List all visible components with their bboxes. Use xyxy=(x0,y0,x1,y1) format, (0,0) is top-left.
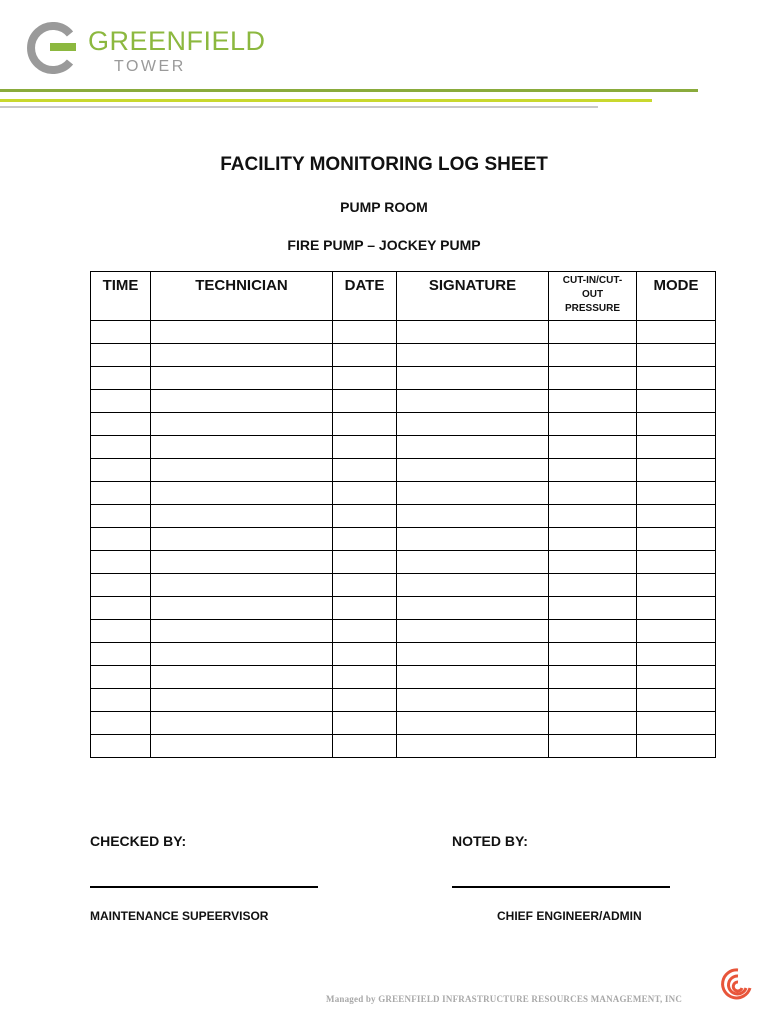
cell-technician[interactable] xyxy=(151,597,333,620)
cell-date[interactable] xyxy=(333,390,397,413)
cell-signature[interactable] xyxy=(397,344,549,367)
cell-technician[interactable] xyxy=(151,735,333,758)
cell-time[interactable] xyxy=(91,505,151,528)
cell-date[interactable] xyxy=(333,712,397,735)
log-table-body xyxy=(91,321,716,758)
cell-time[interactable] xyxy=(91,459,151,482)
greenfield-g-icon xyxy=(26,22,78,74)
cell-pressure[interactable] xyxy=(549,413,637,436)
cell-mode[interactable] xyxy=(637,505,716,528)
table-row xyxy=(91,643,716,666)
cell-mode[interactable] xyxy=(637,390,716,413)
cell-date[interactable] xyxy=(333,459,397,482)
cell-time[interactable] xyxy=(91,413,151,436)
table-row xyxy=(91,574,716,597)
cell-date[interactable] xyxy=(333,505,397,528)
cell-time[interactable] xyxy=(91,390,151,413)
cell-time[interactable] xyxy=(91,321,151,344)
cell-date[interactable] xyxy=(333,574,397,597)
header-rule-grey xyxy=(0,106,598,108)
cell-technician[interactable] xyxy=(151,551,333,574)
table-row xyxy=(91,344,716,367)
cell-technician[interactable] xyxy=(151,390,333,413)
managed-by-footer: Managed by GREENFIELD INFRASTRUCTURE RESOURCES MANAGEMENT, INC xyxy=(326,994,683,1004)
brand-name: GREENFIELD xyxy=(88,26,266,56)
cell-pressure[interactable] xyxy=(549,459,637,482)
cell-time[interactable] xyxy=(91,735,151,758)
table-row xyxy=(91,436,716,459)
document-subtitle-equipment: FIRE PUMP – JOCKEY PUMP xyxy=(287,237,481,253)
table-row xyxy=(91,459,716,482)
cell-mode[interactable] xyxy=(637,459,716,482)
cell-signature[interactable] xyxy=(397,712,549,735)
cell-signature[interactable] xyxy=(397,620,549,643)
cell-technician[interactable] xyxy=(151,459,333,482)
cell-time[interactable] xyxy=(91,528,151,551)
cell-date[interactable] xyxy=(333,551,397,574)
cell-signature[interactable] xyxy=(397,413,549,436)
table-row xyxy=(91,321,716,344)
column-header-mode: MODE xyxy=(637,272,716,321)
cell-signature[interactable] xyxy=(397,666,549,689)
cell-technician[interactable] xyxy=(151,620,333,643)
cell-date[interactable] xyxy=(333,528,397,551)
table-header-row xyxy=(91,272,716,321)
cell-mode[interactable] xyxy=(637,597,716,620)
cell-mode[interactable] xyxy=(637,666,716,689)
cell-pressure[interactable] xyxy=(549,597,637,620)
cell-date[interactable] xyxy=(333,643,397,666)
column-header-pressure-label: CUT-IN/CUT- OUT PRESSURE xyxy=(562,275,623,314)
cell-signature[interactable] xyxy=(397,367,549,390)
table-row xyxy=(91,666,716,689)
cell-date[interactable] xyxy=(333,344,397,367)
cell-date[interactable] xyxy=(333,666,397,689)
document-subtitle-location: PUMP ROOM xyxy=(340,199,428,215)
cell-technician[interactable] xyxy=(151,574,333,597)
cell-signature[interactable] xyxy=(397,482,549,505)
cell-signature[interactable] xyxy=(397,689,549,712)
table-row xyxy=(91,551,716,574)
header-rule-green xyxy=(0,89,698,92)
cell-technician[interactable] xyxy=(151,321,333,344)
cell-mode[interactable] xyxy=(637,344,716,367)
cell-time[interactable] xyxy=(91,597,151,620)
cell-pressure[interactable] xyxy=(549,620,637,643)
cell-pressure[interactable] xyxy=(549,390,637,413)
cell-signature[interactable] xyxy=(397,597,549,620)
cell-date[interactable] xyxy=(333,597,397,620)
cell-mode[interactable] xyxy=(637,689,716,712)
cell-date[interactable] xyxy=(333,367,397,390)
cell-mode[interactable] xyxy=(637,735,716,758)
cell-pressure[interactable] xyxy=(549,712,637,735)
cell-mode[interactable] xyxy=(637,413,716,436)
cell-time[interactable] xyxy=(91,689,151,712)
log-table xyxy=(90,271,716,758)
cell-pressure[interactable] xyxy=(549,643,637,666)
cell-mode[interactable] xyxy=(637,643,716,666)
cell-time[interactable] xyxy=(91,666,151,689)
table-row xyxy=(91,390,716,413)
cell-time[interactable] xyxy=(91,712,151,735)
cell-mode[interactable] xyxy=(637,620,716,643)
header-rule-lime xyxy=(0,99,652,102)
table-row xyxy=(91,482,716,505)
cell-signature[interactable] xyxy=(397,551,549,574)
cell-technician[interactable] xyxy=(151,528,333,551)
cell-pressure[interactable] xyxy=(549,321,637,344)
cell-date[interactable] xyxy=(333,321,397,344)
cell-technician[interactable] xyxy=(151,482,333,505)
cell-date[interactable] xyxy=(333,436,397,459)
cell-technician[interactable] xyxy=(151,689,333,712)
cell-technician[interactable] xyxy=(151,505,333,528)
greenfield-tower-logo xyxy=(22,18,266,80)
noted-by-role: CHIEF ENGINEER/ADMIN xyxy=(497,909,642,923)
swirl-logo-icon xyxy=(716,966,752,1002)
cell-signature[interactable] xyxy=(397,505,549,528)
cell-time[interactable] xyxy=(91,436,151,459)
cell-time[interactable] xyxy=(91,643,151,666)
cell-date[interactable] xyxy=(333,413,397,436)
column-header-technician: TECHNICIAN xyxy=(151,272,333,321)
cell-pressure[interactable] xyxy=(549,574,637,597)
brand-subtitle: TOWER xyxy=(114,58,186,75)
checked-by-label: CHECKED BY: xyxy=(90,833,187,849)
cell-pressure[interactable] xyxy=(549,551,637,574)
cell-signature[interactable] xyxy=(397,321,549,344)
cell-technician[interactable] xyxy=(151,712,333,735)
cell-mode[interactable] xyxy=(637,528,716,551)
cell-pressure[interactable] xyxy=(549,505,637,528)
cell-pressure[interactable] xyxy=(549,482,637,505)
cell-time[interactable] xyxy=(91,620,151,643)
cell-mode[interactable] xyxy=(637,574,716,597)
cell-date[interactable] xyxy=(333,482,397,505)
column-header-time: TIME xyxy=(91,272,151,321)
table-row xyxy=(91,367,716,390)
cell-mode[interactable] xyxy=(637,436,716,459)
cell-signature[interactable] xyxy=(397,390,549,413)
checked-by-signature-line[interactable] xyxy=(90,886,318,888)
cell-pressure[interactable] xyxy=(549,367,637,390)
cell-time[interactable] xyxy=(91,344,151,367)
cell-time[interactable] xyxy=(91,367,151,390)
table-row xyxy=(91,712,716,735)
cell-pressure[interactable] xyxy=(549,735,637,758)
cell-date[interactable] xyxy=(333,689,397,712)
table-row xyxy=(91,689,716,712)
cell-technician[interactable] xyxy=(151,344,333,367)
table-row xyxy=(91,528,716,551)
noted-by-label: NOTED BY: xyxy=(452,833,528,849)
cell-time[interactable] xyxy=(91,482,151,505)
cell-mode[interactable] xyxy=(637,321,716,344)
cell-mode[interactable] xyxy=(637,551,716,574)
cell-technician[interactable] xyxy=(151,367,333,390)
cell-mode[interactable] xyxy=(637,712,716,735)
cell-pressure[interactable] xyxy=(549,344,637,367)
cell-time[interactable] xyxy=(91,551,151,574)
cell-pressure[interactable] xyxy=(549,528,637,551)
cell-mode[interactable] xyxy=(637,482,716,505)
table-row xyxy=(91,597,716,620)
column-header-date: DATE xyxy=(333,272,397,321)
cell-signature[interactable] xyxy=(397,459,549,482)
table-row xyxy=(91,413,716,436)
cell-technician[interactable] xyxy=(151,643,333,666)
cell-signature[interactable] xyxy=(397,436,549,459)
checked-by-role: MAINTENANCE SUPEERVISOR xyxy=(90,909,269,923)
cell-date[interactable] xyxy=(333,620,397,643)
table-row xyxy=(91,735,716,758)
cell-pressure[interactable] xyxy=(549,689,637,712)
column-header-signature: SIGNATURE xyxy=(397,272,549,321)
cell-signature[interactable] xyxy=(397,574,549,597)
cell-pressure[interactable] xyxy=(549,666,637,689)
column-header-pressure xyxy=(549,272,637,321)
cell-mode[interactable] xyxy=(637,367,716,390)
table-row xyxy=(91,620,716,643)
cell-signature[interactable] xyxy=(397,643,549,666)
cell-pressure[interactable] xyxy=(549,436,637,459)
table-row xyxy=(91,505,716,528)
cell-technician[interactable] xyxy=(151,436,333,459)
cell-technician[interactable] xyxy=(151,413,333,436)
cell-signature[interactable] xyxy=(397,528,549,551)
cell-technician[interactable] xyxy=(151,666,333,689)
cell-time[interactable] xyxy=(91,574,151,597)
cell-signature[interactable] xyxy=(397,735,549,758)
cell-date[interactable] xyxy=(333,735,397,758)
document-title: FACILITY MONITORING LOG SHEET xyxy=(220,154,548,175)
noted-by-signature-line[interactable] xyxy=(452,886,670,888)
